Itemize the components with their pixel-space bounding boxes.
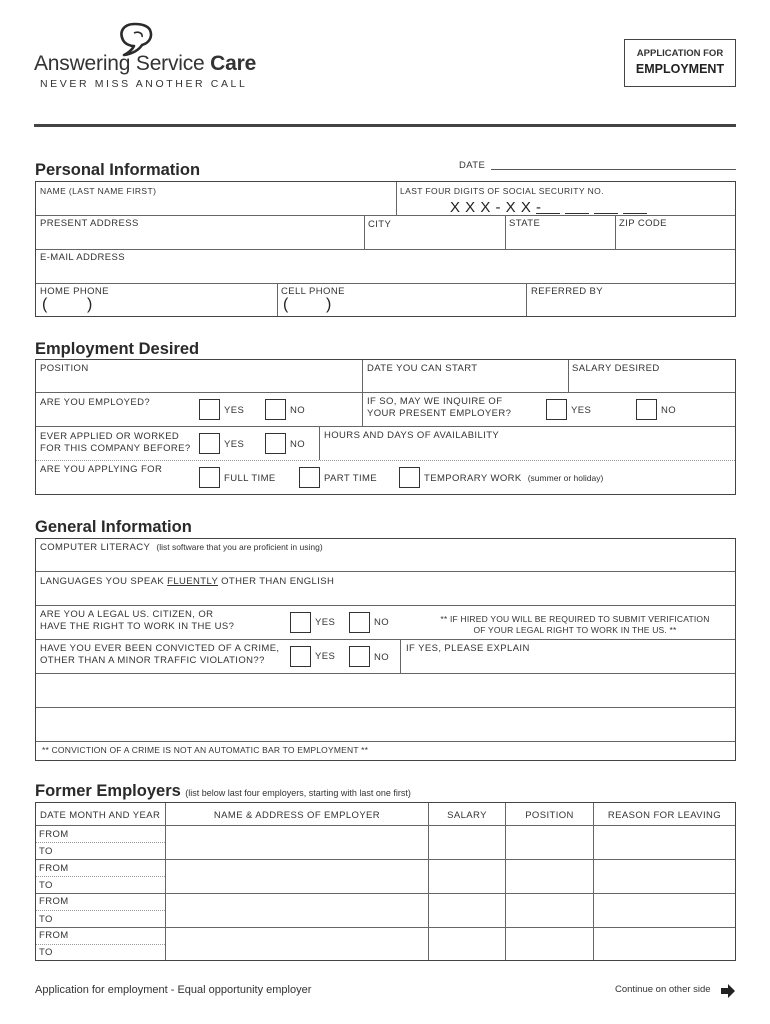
cell-phone-label: CELL PHONE bbox=[281, 286, 345, 297]
ssn-digit-4[interactable] bbox=[623, 213, 647, 214]
crime-line2: OTHER THAN A MINOR TRAFFIC VIOLATION?? bbox=[40, 655, 265, 666]
date-label: DATE bbox=[459, 160, 486, 171]
hours-label: HOURS AND DAYS OF AVAILABILITY bbox=[324, 430, 500, 441]
inquire-no-label: NO bbox=[661, 405, 677, 416]
citizen-yes-label: YES bbox=[315, 617, 336, 628]
part-time-label: PART TIME bbox=[324, 473, 378, 484]
personal-section-title: Personal Information bbox=[35, 161, 201, 179]
employed-no-checkbox[interactable] bbox=[265, 399, 286, 420]
divider bbox=[36, 460, 735, 461]
languages-post: OTHER THAN ENGLISH bbox=[218, 576, 335, 587]
former-section-title: Former Employers bbox=[35, 782, 181, 800]
divider bbox=[362, 360, 363, 426]
temporary-note: (summer or holiday) bbox=[527, 473, 604, 483]
divider bbox=[36, 639, 735, 640]
crime-no-checkbox[interactable] bbox=[349, 646, 370, 667]
city-label: CITY bbox=[368, 219, 392, 230]
full-time-label: FULL TIME bbox=[224, 473, 276, 484]
divider bbox=[36, 249, 735, 250]
ssn-label: LAST FOUR DIGITS OF SOCIAL SECURITY NO. bbox=[400, 186, 604, 196]
divider bbox=[36, 842, 165, 843]
temporary-label bbox=[424, 473, 603, 484]
salary-desired-label: SALARY DESIRED bbox=[572, 363, 660, 374]
employment-section-title: Employment Desired bbox=[35, 340, 200, 358]
ssn-digit-1[interactable] bbox=[536, 213, 560, 214]
general-section-title: General Information bbox=[35, 518, 192, 536]
brand-tagline: NEVER MISS ANOTHER CALL bbox=[40, 78, 248, 90]
verification-line2: OF YOUR LEGAL RIGHT TO WORK IN THE US. ** bbox=[473, 625, 677, 635]
state-field[interactable] bbox=[506, 231, 615, 249]
explain-label: IF YES, PLEASE EXPLAIN bbox=[406, 643, 530, 654]
email-field[interactable] bbox=[36, 265, 735, 283]
divider bbox=[36, 605, 735, 606]
crime-no-label: NO bbox=[374, 652, 390, 663]
full-time-checkbox[interactable] bbox=[199, 467, 220, 488]
part-time-checkbox[interactable] bbox=[299, 467, 320, 488]
applied-line2: FOR THIS COMPANY BEFORE? bbox=[40, 443, 191, 454]
citizen-line2: HAVE THE RIGHT TO WORK IN THE US? bbox=[40, 621, 235, 632]
applied-yes-checkbox[interactable] bbox=[199, 433, 220, 454]
column-header: REASON FOR LEAVING bbox=[607, 810, 722, 821]
employed-yes-checkbox[interactable] bbox=[199, 399, 220, 420]
former-section-subtitle: (list below last four employers, starting with last one first) bbox=[185, 788, 411, 798]
home-phone-paren-open: ( bbox=[42, 296, 48, 313]
divider bbox=[505, 803, 506, 960]
email-label: E-MAIL ADDRESS bbox=[40, 252, 125, 263]
address-field[interactable] bbox=[36, 231, 364, 249]
from-label: FROM bbox=[39, 829, 69, 840]
divider bbox=[36, 859, 735, 860]
employed-yes-label: YES bbox=[224, 405, 245, 416]
to-label: TO bbox=[39, 846, 53, 857]
ssn-prefix: X X X - X X - bbox=[450, 199, 542, 216]
divider bbox=[36, 392, 735, 393]
divider bbox=[396, 182, 397, 215]
divider bbox=[36, 876, 165, 877]
column-header: SALARY bbox=[447, 810, 487, 821]
start-date-label: DATE YOU CAN START bbox=[367, 363, 478, 374]
computer-literacy-note: (list software that you are proficient in using) bbox=[156, 542, 323, 552]
divider bbox=[428, 803, 429, 960]
footer-continue: Continue on other side bbox=[615, 984, 711, 995]
citizen-yes-checkbox[interactable] bbox=[290, 612, 311, 633]
home-phone-field[interactable] bbox=[36, 297, 277, 316]
column-header: POSITION bbox=[525, 810, 574, 821]
inquire-line1: IF SO, MAY WE INQUIRE OF bbox=[367, 396, 503, 407]
city-field[interactable] bbox=[365, 231, 505, 249]
referred-field[interactable] bbox=[527, 297, 735, 316]
column-header: NAME & ADDRESS OF EMPLOYER bbox=[213, 810, 381, 821]
to-label: TO bbox=[39, 914, 53, 925]
home-phone-paren-close: ) bbox=[87, 296, 93, 313]
languages-pre: LANGUAGES YOU SPEAK bbox=[40, 576, 168, 587]
header-line2: EMPLOYMENT bbox=[635, 62, 725, 76]
ssn-digit-2[interactable] bbox=[565, 213, 589, 214]
verification-line1: ** IF HIRED YOU WILL BE REQUIRED TO SUBMIT VERIFICATION bbox=[440, 614, 710, 624]
conviction-note: ** CONVICTION OF A CRIME IS NOT AN AUTOMATIC BAR TO EMPLOYMENT ** bbox=[42, 745, 369, 755]
date-field[interactable] bbox=[491, 169, 736, 170]
languages-label bbox=[40, 576, 334, 587]
salary-desired-field[interactable] bbox=[569, 374, 735, 392]
cell-phone-field[interactable] bbox=[278, 297, 526, 316]
start-date-field[interactable] bbox=[363, 374, 568, 392]
applied-line1: EVER APPLIED OR WORKED bbox=[40, 431, 180, 442]
name-label: NAME (LAST NAME FIRST) bbox=[40, 186, 157, 196]
hours-field[interactable] bbox=[320, 442, 735, 460]
divider bbox=[36, 283, 735, 284]
crime-yes-label: YES bbox=[315, 651, 336, 662]
arrow-right-icon bbox=[720, 983, 736, 999]
computer-literacy-label bbox=[40, 542, 323, 553]
footer-equal-opportunity: Application for employment - Equal opportunity employer bbox=[35, 984, 312, 996]
application-header-box bbox=[624, 39, 736, 87]
home-phone-label: HOME PHONE bbox=[40, 286, 109, 297]
divider bbox=[165, 803, 166, 960]
brand-name-part1: Answering Service bbox=[34, 52, 211, 75]
from-label: FROM bbox=[39, 896, 69, 907]
divider bbox=[36, 571, 735, 572]
former-employers-heading bbox=[35, 782, 411, 801]
zip-field[interactable] bbox=[616, 231, 735, 249]
employed-no-label: NO bbox=[290, 405, 306, 416]
applied-no-checkbox[interactable] bbox=[265, 433, 286, 454]
zip-label: ZIP CODE bbox=[619, 218, 667, 229]
from-label: FROM bbox=[39, 930, 69, 941]
explain-continued-field-1[interactable] bbox=[36, 674, 735, 707]
to-label: TO bbox=[39, 947, 53, 958]
table-header-divider bbox=[36, 825, 735, 826]
citizen-no-checkbox[interactable] bbox=[349, 612, 370, 633]
explain-continued-field-2[interactable] bbox=[36, 708, 735, 741]
inquire-yes-label: YES bbox=[571, 405, 592, 416]
inquire-no-checkbox[interactable] bbox=[636, 399, 657, 420]
to-label: TO bbox=[39, 880, 53, 891]
position-field[interactable] bbox=[36, 374, 362, 392]
inquire-line2: YOUR PRESENT EMPLOYER? bbox=[367, 408, 512, 419]
applied-yes-label: YES bbox=[224, 439, 245, 450]
ssn-digit-3[interactable] bbox=[594, 213, 618, 214]
explain-field[interactable] bbox=[401, 655, 735, 673]
applied-no-label: NO bbox=[290, 439, 306, 450]
state-label: STATE bbox=[509, 218, 541, 229]
name-field[interactable] bbox=[36, 197, 396, 215]
computer-literacy-field[interactable] bbox=[36, 555, 735, 571]
address-label: PRESENT ADDRESS bbox=[40, 218, 139, 229]
referred-label: REFERRED BY bbox=[531, 286, 603, 297]
brand-name-part2: Care bbox=[210, 52, 257, 75]
temporary-text: TEMPORARY WORK bbox=[424, 473, 522, 484]
crime-yes-checkbox[interactable] bbox=[290, 646, 311, 667]
divider bbox=[36, 944, 165, 945]
cell-phone-paren-close: ) bbox=[326, 296, 332, 313]
citizen-no-label: NO bbox=[374, 617, 390, 628]
temporary-checkbox[interactable] bbox=[399, 467, 420, 488]
column-header: DATE MONTH AND YEAR bbox=[40, 810, 161, 821]
divider bbox=[36, 426, 735, 427]
crime-line1: HAVE YOU EVER BEEN CONVICTED OF A CRIME, bbox=[40, 643, 280, 654]
brand-name bbox=[34, 52, 256, 76]
header-line1: APPLICATION FOR bbox=[636, 48, 724, 59]
languages-fluently: FLUENTLY bbox=[167, 576, 219, 587]
employed-label: ARE YOU EMPLOYED? bbox=[40, 397, 151, 408]
from-label: FROM bbox=[39, 863, 69, 874]
languages-field[interactable] bbox=[36, 589, 735, 605]
inquire-yes-checkbox[interactable] bbox=[546, 399, 567, 420]
divider bbox=[36, 215, 735, 216]
applying-for-label: ARE YOU APPLYING FOR bbox=[40, 464, 163, 475]
divider bbox=[36, 893, 735, 894]
position-label: POSITION bbox=[40, 363, 89, 374]
citizen-line1: ARE YOU A LEGAL US. CITIZEN, OR bbox=[40, 609, 214, 620]
divider bbox=[593, 803, 594, 960]
divider bbox=[36, 910, 165, 911]
divider bbox=[36, 741, 735, 742]
computer-literacy-text: COMPUTER LITERACY bbox=[40, 542, 151, 553]
divider bbox=[36, 927, 735, 928]
header-rule bbox=[34, 124, 736, 127]
cell-phone-paren-open: ( bbox=[283, 296, 289, 313]
